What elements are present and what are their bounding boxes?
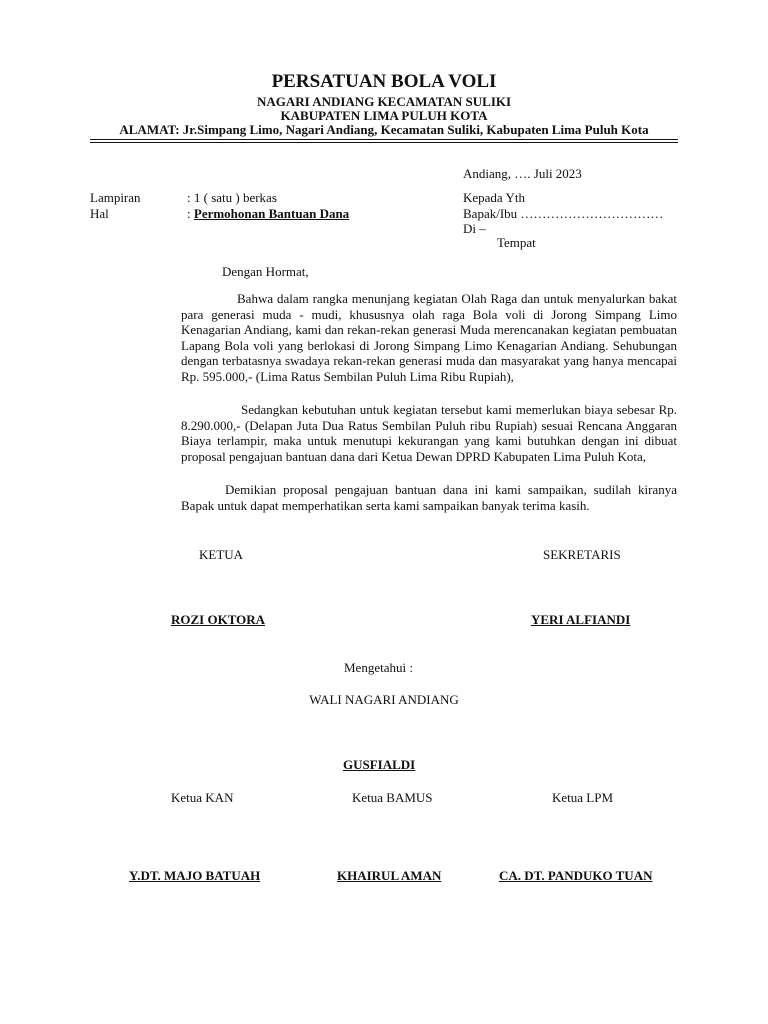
subject-label: Hal — [90, 206, 109, 221]
lampiran-value: : 1 ( satu ) berkas — [187, 190, 277, 205]
ketua-bamus-title: Ketua BAMUS — [352, 790, 433, 805]
subject-value: Permohonan Bantuan Dana — [193, 206, 350, 221]
organization-name: PERSATUAN BOLA VOLI — [271, 71, 497, 92]
letterhead-divider-bottom — [90, 142, 678, 143]
ketua-title: KETUA — [199, 547, 244, 562]
organization-subtitle-kabupaten: KABUPATEN LIMA PULUH KOTA — [280, 108, 488, 123]
wali-nagari-title: WALI NAGARI ANDIANG — [309, 692, 459, 707]
ketua-lpm-name: CA. DT. PANDUKO TUAN — [499, 868, 653, 883]
sekretaris-name: YERI ALFIANDI — [531, 612, 631, 627]
organization-subtitle-nagari: NAGARI ANDIANG KECAMATAN SULIKI — [256, 94, 512, 109]
ketua-kan-title: Ketua KAN — [171, 790, 234, 805]
ketua-kan-name: Y.DT. MAJO BATUAH — [129, 868, 261, 883]
ketua-bamus-name: KHAIRUL AMAN — [337, 868, 442, 883]
subject-line — [187, 206, 349, 222]
recipient-line-4: Tempat — [497, 235, 536, 250]
acknowledged-label: Mengetahui : — [344, 660, 413, 675]
recipient-line-2: Bapak/Ibu …………………………… — [463, 206, 664, 221]
organization-address: ALAMAT: Jr.Simpang Limo, Nagari Andiang, Kecamatan Suliki, Kabupaten Lima Puluh Kota — [119, 122, 649, 137]
body-paragraph-1: Bahwa dalam rangka menunjang kegiatan Olah Raga dan untuk menyalurkan bakat para generasi muda - mudi, khususnya olah raga Bola voli di Jorong Simpang Limo Kenagarian Andiang, kami dan rekan-rekan generasi Muda merencanakan kegiatan pembuatan Lapang Bola voli yang berlokasi di Jorong Simpang Limo Kenagarian Andiang. Sehubungan dengan terbatasnya swadaya rekan-rekan generasi muda dan masyarakat yang hanya mencapai Rp. 595.000,- (Lima Ratus Sembilan Puluh Lima Ribu Rupiah), — [181, 291, 677, 384]
recipient-line-1: Kepada Yth — [463, 190, 525, 205]
subject-colon: : — [187, 206, 194, 221]
greeting: Dengan Hormat, — [222, 264, 309, 279]
body-paragraph-2: Sedangkan kebutuhan untuk kegiatan tersebut kami memerlukan biaya sebesar Rp. 8.290.000,- (Delapan Juta Dua Ratus Sembilan Puluh ribu Rupiah) sesuai Rencana Anggaran Biaya terlampir, maka untuk menutupi kekurangan yang kami butuhkan dengan ini dibuat proposal pengajuan bantuan dana dari Ketua Dewan DPRD Kabupaten Lima Puluh Kota, — [181, 402, 677, 464]
sekretaris-title: SEKRETARIS — [543, 547, 621, 562]
place-date: Andiang, …. Juli 2023 — [463, 166, 582, 181]
ketua-lpm-title: Ketua LPM — [552, 790, 614, 805]
ketua-name: ROZI OKTORA — [171, 612, 266, 627]
lampiran-label: Lampiran — [90, 190, 141, 205]
wali-nagari-name: GUSFIALDI — [343, 757, 416, 772]
recipient-line-3: Di – — [463, 221, 486, 236]
body-paragraph-3: Demikian proposal pengajuan bantuan dana ini kami sampaikan, sudilah kiranya Bapak untuk dapat memperhatikan serta kami sampaikan banyak terima kasih. — [181, 482, 677, 513]
letterhead-divider-top — [90, 139, 678, 140]
